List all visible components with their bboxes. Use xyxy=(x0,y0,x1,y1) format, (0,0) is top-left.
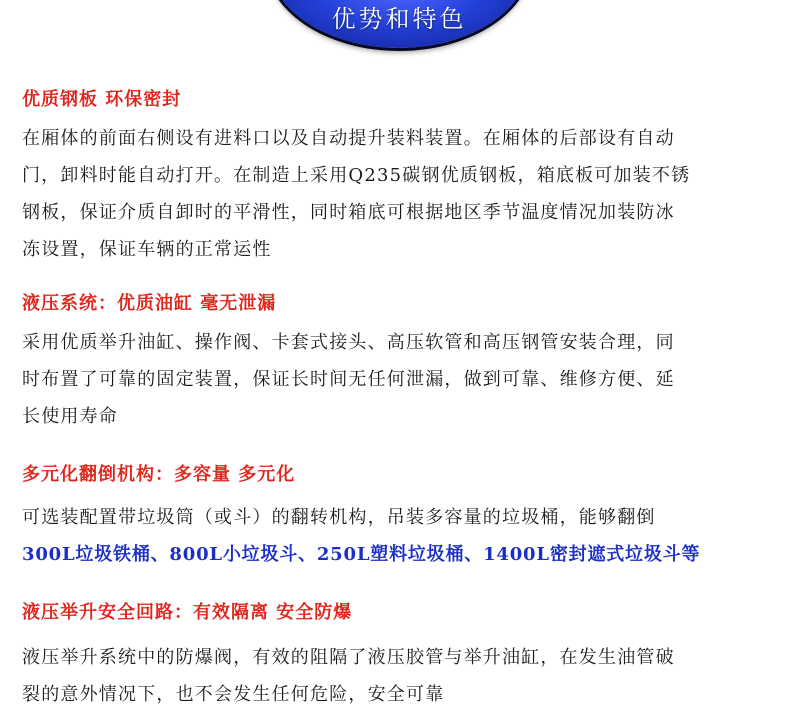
section-heading: 多元化翻倒机构：多容量 多元化 xyxy=(22,464,296,485)
highlight-line: 300L垃圾铁桶、800L小垃圾斗、250L塑料垃圾桶、1400L密封遮式垃圾斗等 xyxy=(22,544,701,565)
body-line: 可选装配置带垃圾筒（或斗）的翻转机构，吊装多容量的垃圾桶，能够翻倒 xyxy=(22,507,656,528)
body-line: 时布置了可靠的固定装置，保证长时间无任何泄漏，做到可靠、维修方便、延 xyxy=(22,369,675,390)
section-heading: 优质钢板 环保密封 xyxy=(22,89,182,110)
body-line: 裂的意外情况下，也不会发生任何危险，安全可靠 xyxy=(22,684,445,705)
body-line: 门，卸料时能自动打开。在制造上采用Q235碳钢优质钢板，箱底板可加装不锈 xyxy=(22,165,691,186)
body-line: 在厢体的前面右侧设有进料口以及自动提升装料装置。在厢体的后部设有自动 xyxy=(22,128,675,149)
section-safety-circuit xyxy=(22,601,782,713)
body-line: 冻设置，保证车辆的正常运性 xyxy=(22,239,272,260)
section-heading: 液压系统：优质油缸 毫无泄漏 xyxy=(22,293,277,314)
header xyxy=(0,0,800,60)
section-body xyxy=(22,120,782,268)
body-line: 液压举升系统中的防爆阀，有效的阻隔了液压胶管与举升油缸，在发生油管破 xyxy=(22,647,675,668)
body-line: 钢板，保证介质自卸时的平滑性，同时箱底可根据地区季节温度情况加装防冰 xyxy=(22,202,675,223)
section-body xyxy=(22,324,782,435)
header-badge xyxy=(268,0,530,48)
body-line: 采用优质举升油缸、操作阀、卡套式接头、高压软管和高压钢管安装合理，同 xyxy=(22,332,675,353)
section-body xyxy=(22,639,782,713)
section-steel-plate xyxy=(22,88,782,268)
section-body xyxy=(22,499,782,573)
section-hydraulic-system xyxy=(22,292,782,435)
body-line: 长使用寿命 xyxy=(22,406,118,427)
section-tipping-mechanism xyxy=(22,463,782,573)
section-heading: 液压举升安全回路：有效隔离 安全防爆 xyxy=(22,602,353,623)
page-title: 优势和特色 xyxy=(331,5,467,33)
